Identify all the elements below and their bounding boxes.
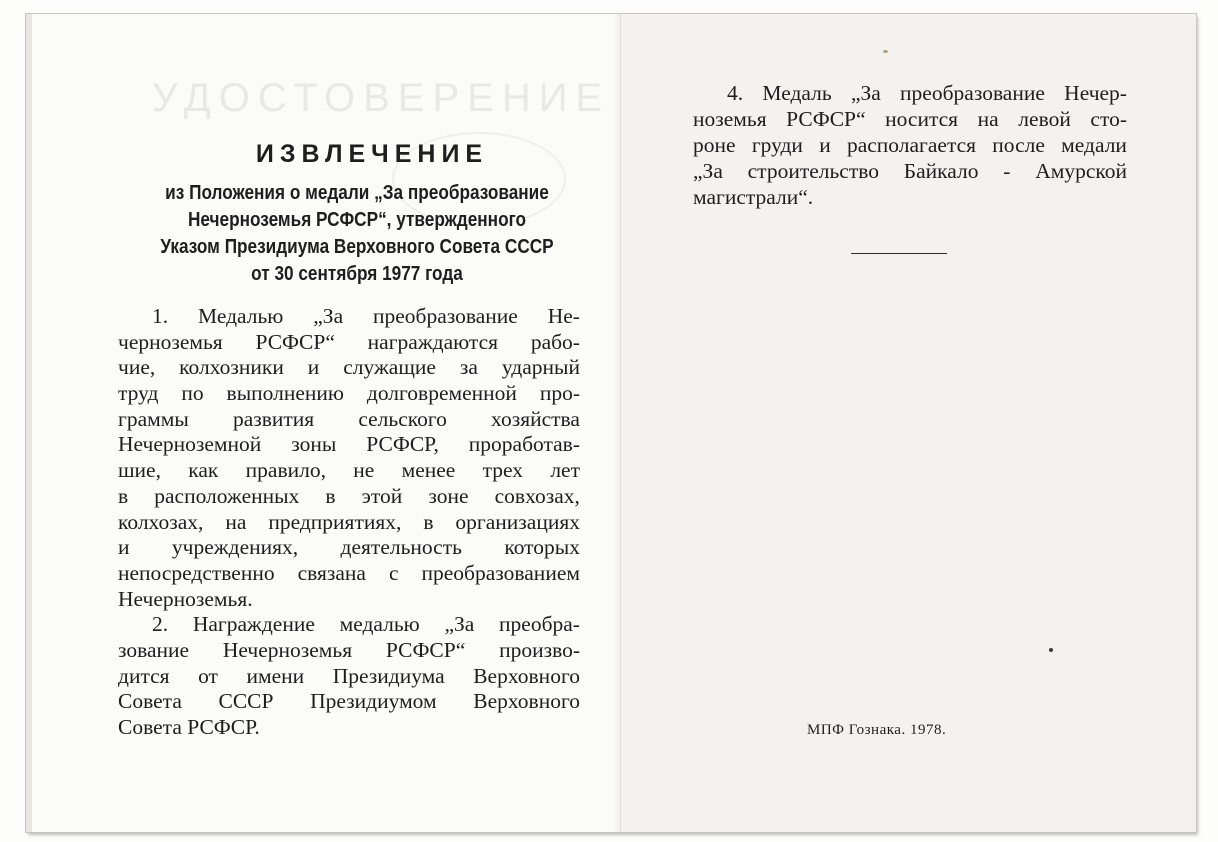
right-page-body <box>693 80 1127 210</box>
text-line: магистрали“. <box>693 185 814 209</box>
subtitle-line: от 30 сентября 1977 года <box>251 263 463 285</box>
text-line: граммы развития сельского хозяйства <box>118 406 580 431</box>
text-line: роне груди и располагается после медали <box>693 133 1127 157</box>
subtitle-line: Указом Президиума Верховного Совета СССР <box>160 236 554 258</box>
text-line: 2. Награждение медалью „За преобра- <box>152 612 580 637</box>
document-title: ИЗВЛЕЧЕНИЕ <box>255 140 489 168</box>
separator-rule <box>851 253 947 254</box>
text-line: шие, как правило, не менее трех лет <box>118 458 580 483</box>
text-line: непосредственно связана с преобразованием <box>118 560 580 585</box>
subtitle-line: из Положения о медали „За преобразование <box>165 182 549 204</box>
text-line: зование Нечерноземья РСФСР“ произво- <box>118 637 580 662</box>
text-line: и учреждениях, деятельность которых <box>118 535 580 560</box>
text-line: дится от имени Президиума Верховного <box>118 663 580 688</box>
text-line: в расположенных в этой зоне совхозах, <box>118 483 580 508</box>
text-line: чие, колхозники и служащие за ударный <box>118 355 580 380</box>
text-line: Нечерноземья. <box>118 586 253 611</box>
paper-speck <box>1049 648 1053 652</box>
text-line: Нечерноземной зоны РСФСР, проработав- <box>118 432 580 457</box>
paragraph-4 <box>693 80 1127 210</box>
text-line: труд по выполнению долговременной про- <box>118 381 580 406</box>
paper-speck <box>883 50 888 53</box>
text-line: ноземья РСФСР“ носится на левой сто- <box>693 107 1127 131</box>
paragraph-2 <box>118 612 580 740</box>
text-line: 4. Медаль „За преобразование Нечер- <box>727 81 1127 105</box>
text-line: колхозах, на предприятиях, в организациях <box>118 509 580 534</box>
text-line: Совета СССР Президиумом Верховного <box>118 689 580 714</box>
booklet-spread <box>26 14 1196 832</box>
text-line: 1. Медалью „За преобразование Не- <box>152 304 580 328</box>
left-page-body <box>118 304 580 741</box>
paragraph-1 <box>118 304 580 612</box>
text-line: Совета РСФСР. <box>118 715 260 739</box>
text-line: „За строительство Байкало - Амурской <box>693 159 1127 183</box>
show-through-cover-text: УДОСТОВЕРЕНИЕ <box>152 76 611 120</box>
subtitle-line: Нечерноземья РСФСР“, утвержденного <box>187 209 527 231</box>
printer-imprint: МПФ Гознака. 1978. <box>807 722 947 738</box>
text-line: черноземья РСФСР“ награждаются рабо- <box>118 329 580 354</box>
document-subtitle <box>146 180 567 288</box>
right-page <box>620 14 1196 832</box>
left-page <box>26 14 620 832</box>
